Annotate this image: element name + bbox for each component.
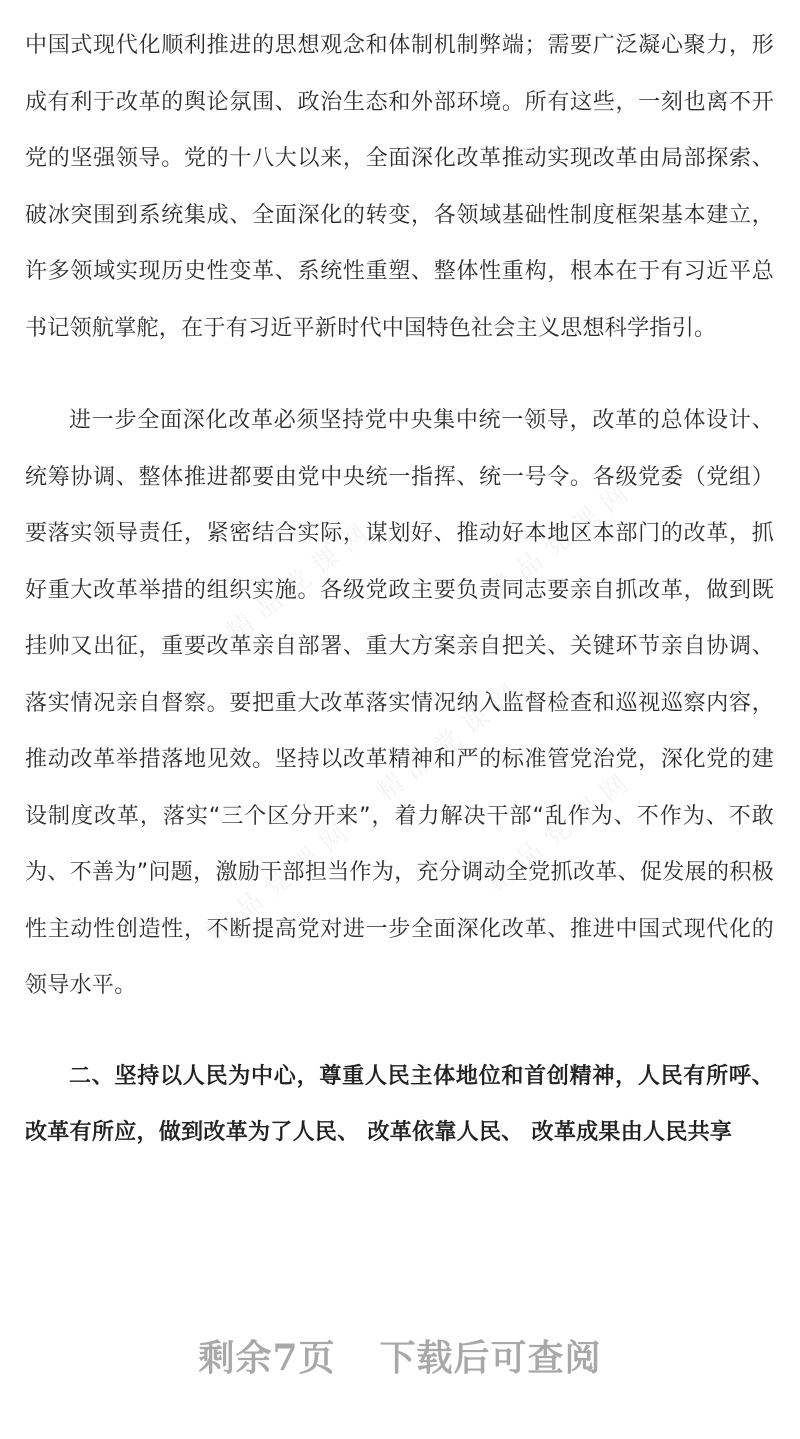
remaining-pages-label: 剩余7页 bbox=[198, 1337, 336, 1379]
download-to-view-link[interactable]: 下载后可查阅 bbox=[379, 1337, 602, 1379]
paragraph-continuation: 中国式现代化顺利推进的思想观念和体制机制弊端；需要广泛凝心聚力，形成有利于改革的舆论氛围、政治生态和外部环境。所有这些，一刻也离不开党的坚强领导。党的十八大以来，全面深化改革推动实现改革由局部探索、破冰突围到系统集成、全面深化的转变，各领域基础性制度框架基本建立，许多领域实现历史性变革、系统性重塑、整体性重构，根本在于有习近平总书记领航掌舵，在于有习近平新时代中国特色社会主义思想科学指引。 bbox=[25, 33, 774, 341]
paragraph-party-leadership: 进一步全面深化改革必须坚持党中央集中统一领导，改革的总体设计、统筹协调、整体推进都要由党中央统一指挥、统一号令。各级党委（党组）要落实领导责任，紧密结合实际，谋划好、推动好本地区本部门的改革，抓好重大改革举措的组织实施。各级党政主要负责同志要亲自抓改革，做到既挂帅又出征，重要改革亲自部署、重大方案亲自把关、关键环节亲自协调、落实情况亲自督察。要把重大改革落实情况纳入监督检查和巡视巡察内容，推动改革举措落地见效。坚持以改革精神和严的标准管党治党，深化党的建设制度改革，落实“三个区分开来”，着力解决干部“乱作为、不作为、不敢为、不善为”问题，激励干部担当作为，充分调动全党抓改革、促发展的积极性主动性创造性，不断提高党对进一步全面深化改革、推进中国式现代化的领导水平。 bbox=[25, 408, 774, 998]
section-heading-people-centered: 二、坚持以人民为中心，尊重人民主体地位和首创精神，人民有所呼、改革有所应，做到改革为了人民、 改革依靠人民、 改革成果由人民共享 bbox=[25, 1063, 774, 1145]
download-prompt[interactable] bbox=[0, 1330, 800, 1381]
